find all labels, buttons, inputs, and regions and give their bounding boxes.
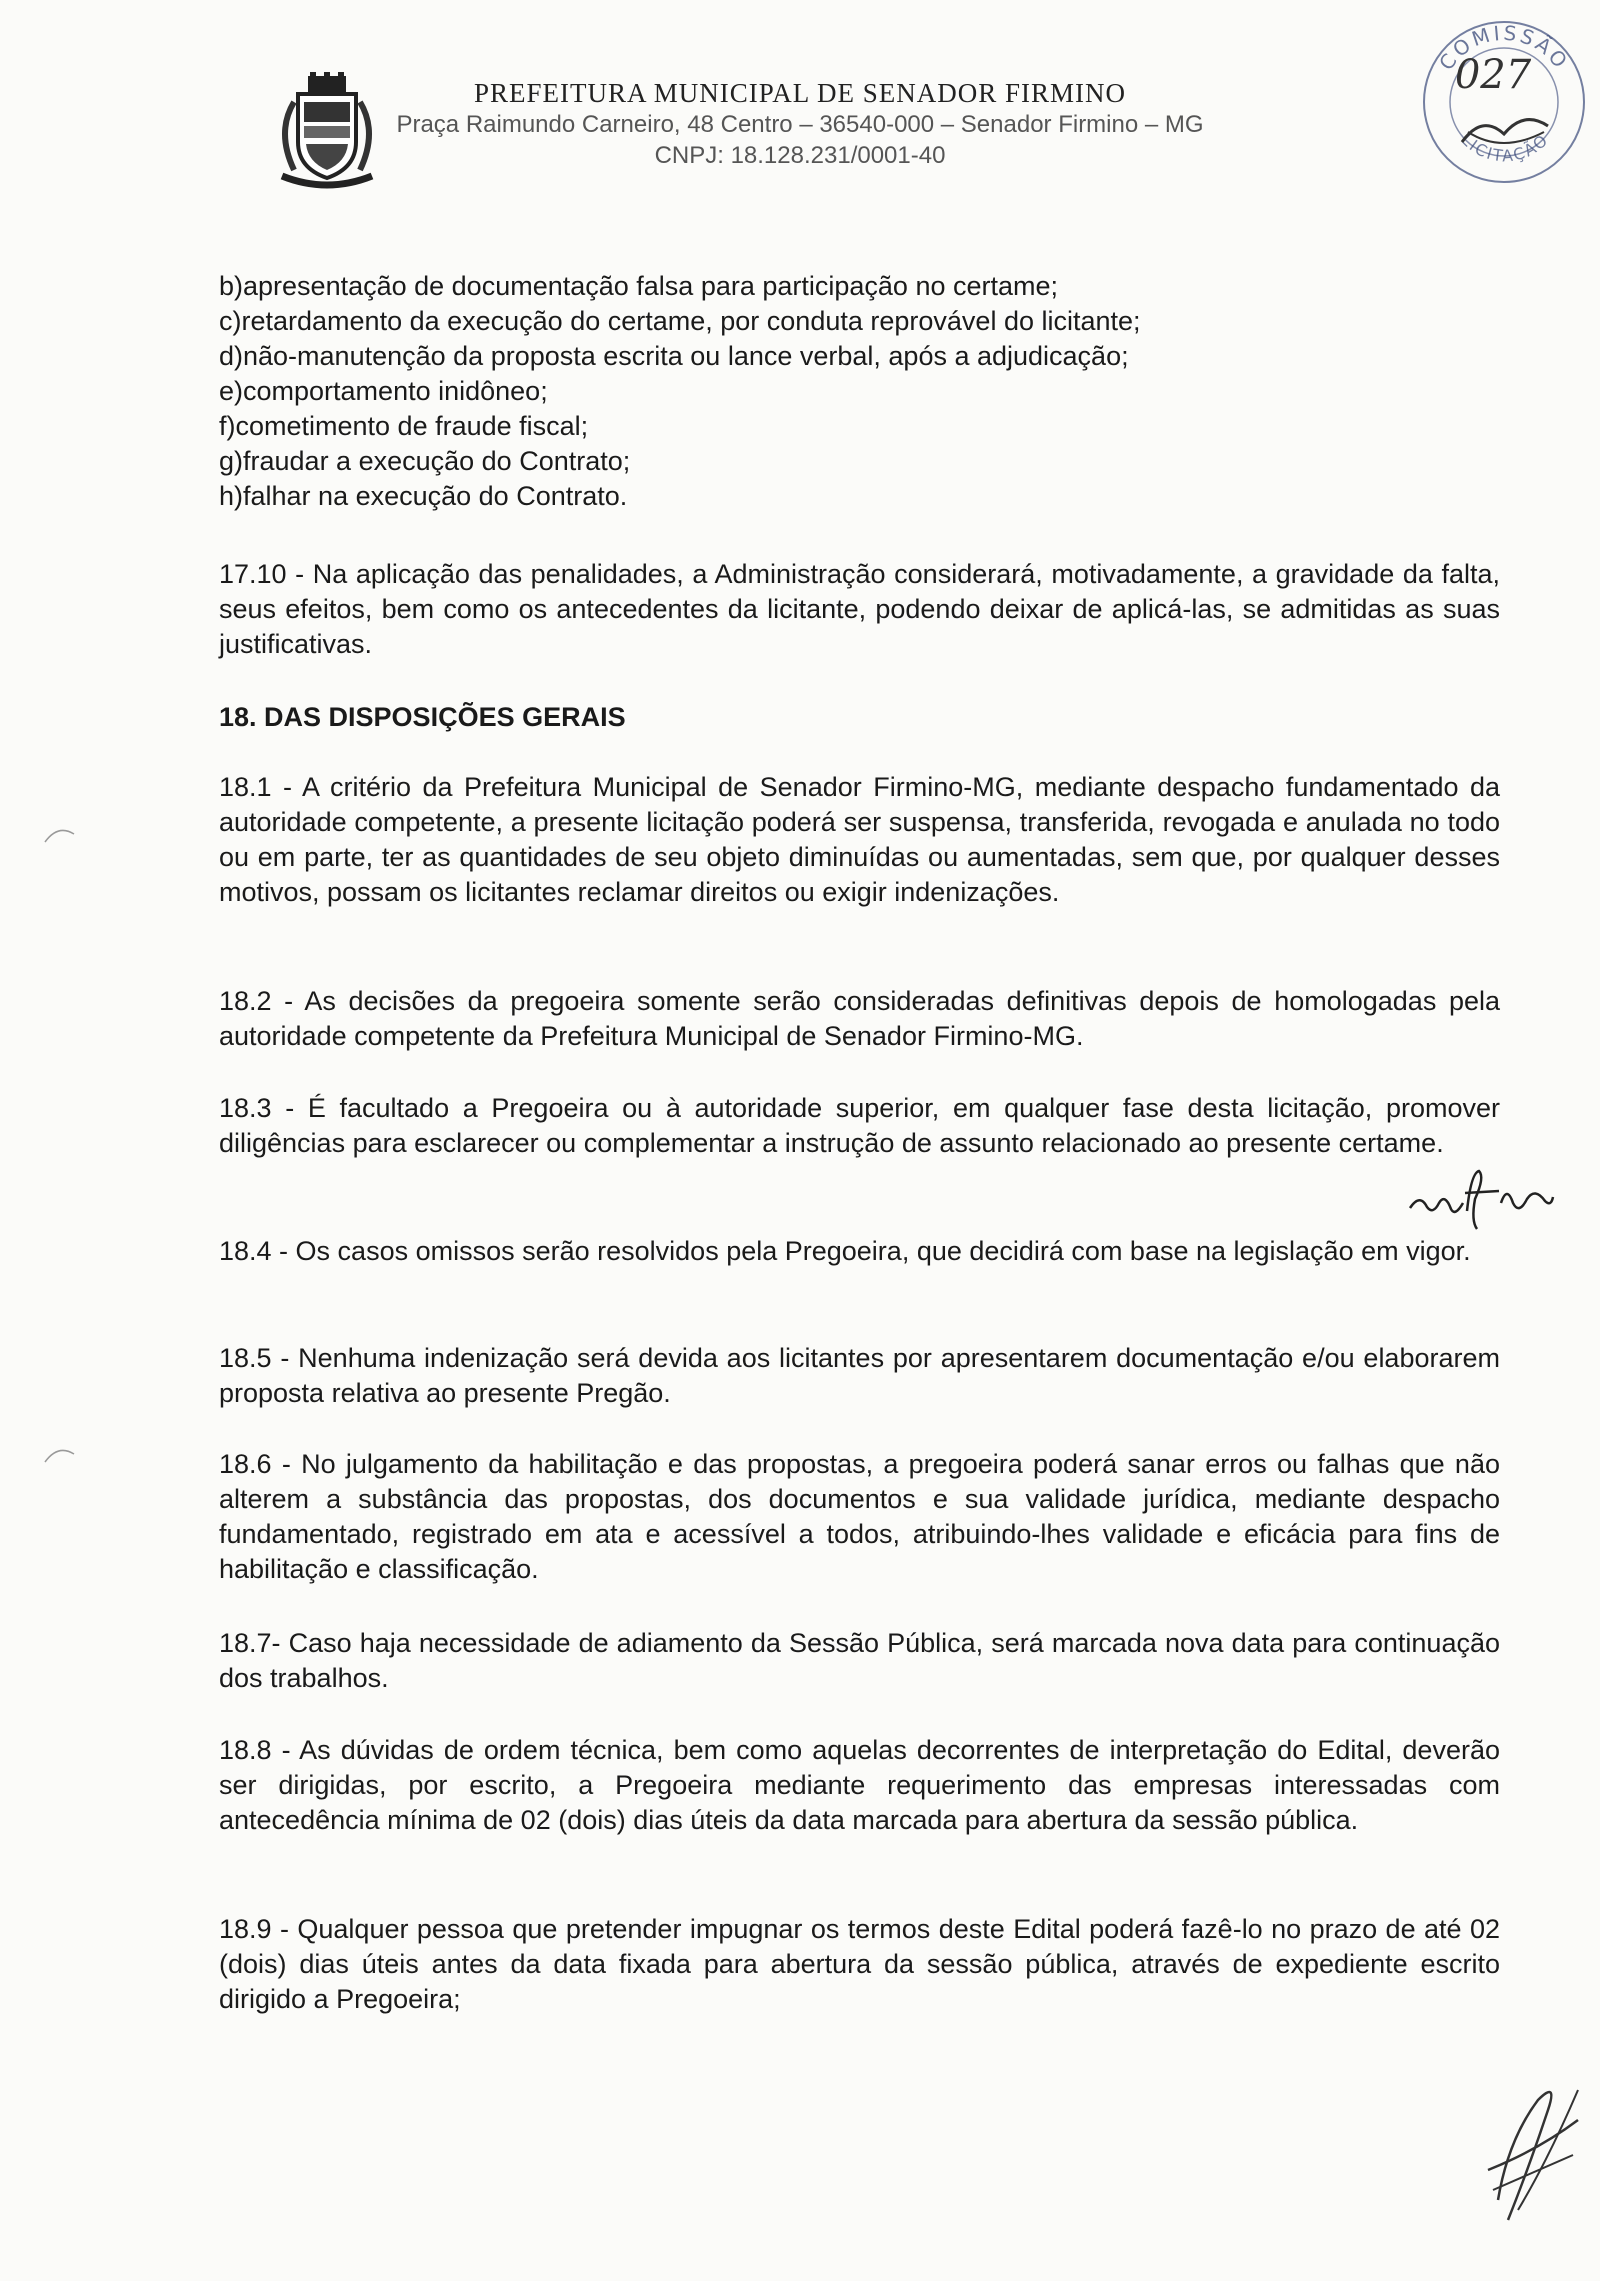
header-address: Praça Raimundo Carneiro, 48 Centro – 36540-000 – Senador Firmino – MG: [396, 111, 1204, 138]
header-title: PREFEITURA MUNICIPAL DE SENADOR FIRMINO: [473, 78, 1127, 108]
signature: [1478, 2080, 1588, 2230]
margin-mark: [40, 1440, 80, 1470]
list-item: d)não-manutenção da proposta escrita ou lance verbal, após a adjudicação;: [219, 341, 1129, 371]
stamp-top-text: COMISSÃO: [1434, 20, 1574, 75]
paragraph-18-5: 18.5 - Nenhuma indenização será devida aos licitantes por apresentarem documentação e/ou elaborarem proposta relativa ao presente Pregão.: [219, 1343, 1500, 1408]
list-item: h)falhar na execução do Contrato.: [219, 481, 628, 511]
paragraph-17-10: 17.10 - Na aplicação das penalidades, a Administração considerará, motivadamente, a gravidade da falta, seus efeitos, bem como os antecedentes da licitante, podendo deixar de aplicá-las, se admitidas as suas justificativas.: [219, 559, 1500, 659]
paragraph-18-7: 18.7- Caso haja necessidade de adiamento da Sessão Pública, será marcada nova data para continuação dos trabalhos.: [219, 1628, 1500, 1693]
header-cnpj: CNPJ: 18.128.231/0001-40: [654, 142, 946, 169]
paragraph-18-1: 18.1 - A critério da Prefeitura Municipal de Senador Firmino-MG, mediante despacho fundamentado da autoridade competente, a presente licitação poderá ser suspensa, transferida, revogada e anulada no todo ou em parte, ter as quantidades de seu objeto diminuídas ou aumentadas, sem que, por qualquer desses motivos, possam os licitantes reclamar direitos ou exigir indenizações.: [219, 772, 1500, 907]
stamp-bottom-text: LICITAÇÃO: [1457, 129, 1553, 166]
handwritten-initials: [1405, 1163, 1555, 1233]
list-item: g)fraudar a execução do Contrato;: [219, 446, 631, 476]
section-18-title: 18. DAS DISPOSIÇÕES GERAIS: [219, 702, 626, 732]
penalty-list: [219, 269, 1500, 514]
paragraph-18-2: 18.2 - As decisões da pregoeira somente serão consideradas definitivas depois de homologadas pela autoridade competente da Prefeitura Municipal de Senador Firmino-MG.: [219, 986, 1500, 1051]
paragraph-18-6: 18.6 - No julgamento da habilitação e das propostas, a pregoeira poderá sanar erros ou falhas que não alterem a substância das propostas, dos documentos e sua validade jurídica, mediante despacho fundamentado, registrado em ata e acessível a todos, atribuindo-lhes validade e eficácia para fins de habilitação e classificação.: [219, 1449, 1500, 1584]
list-item: e)comportamento inidôneo;: [219, 376, 548, 406]
paragraph-18-3: 18.3 - É facultado a Pregoeira ou à autoridade superior, em qualquer fase desta licitação, promover diligências para esclarecer ou complementar a instrução de assunto relacionado ao presente certame.: [219, 1093, 1500, 1158]
list-item: f)cometimento de fraude fiscal;: [219, 411, 589, 441]
list-item: c)retardamento da execução do certame, por conduta reprovável do licitante;: [219, 306, 1141, 336]
margin-mark: [40, 820, 80, 850]
stamp-number: 027: [1454, 52, 1532, 98]
list-item: b)apresentação de documentação falsa para participação no certame;: [219, 271, 1059, 301]
paragraph-18-8: 18.8 - As dúvidas de ordem técnica, bem como aquelas decorrentes de interpretação do Edital, deverão ser dirigidas, por escrito, a Pregoeira mediante requerimento das empresas interessadas com antecedência mínima de 02 (dois) dias úteis da data marcada para abertura da sessão pública.: [219, 1735, 1500, 1835]
paragraph-18-4: 18.4 - Os casos omissos serão resolvidos pela Pregoeira, que decidirá com base na legislação em vigor.: [219, 1236, 1471, 1266]
commission-stamp: [1412, 14, 1597, 189]
paragraph-18-9: 18.9 - Qualquer pessoa que pretender impugnar os termos deste Edital poderá fazê-lo no prazo de até 02 (dois) dias úteis antes da data fixada para abertura da sessão pública, através de expediente escrito dirigido a Pregoeira;: [219, 1914, 1500, 2014]
